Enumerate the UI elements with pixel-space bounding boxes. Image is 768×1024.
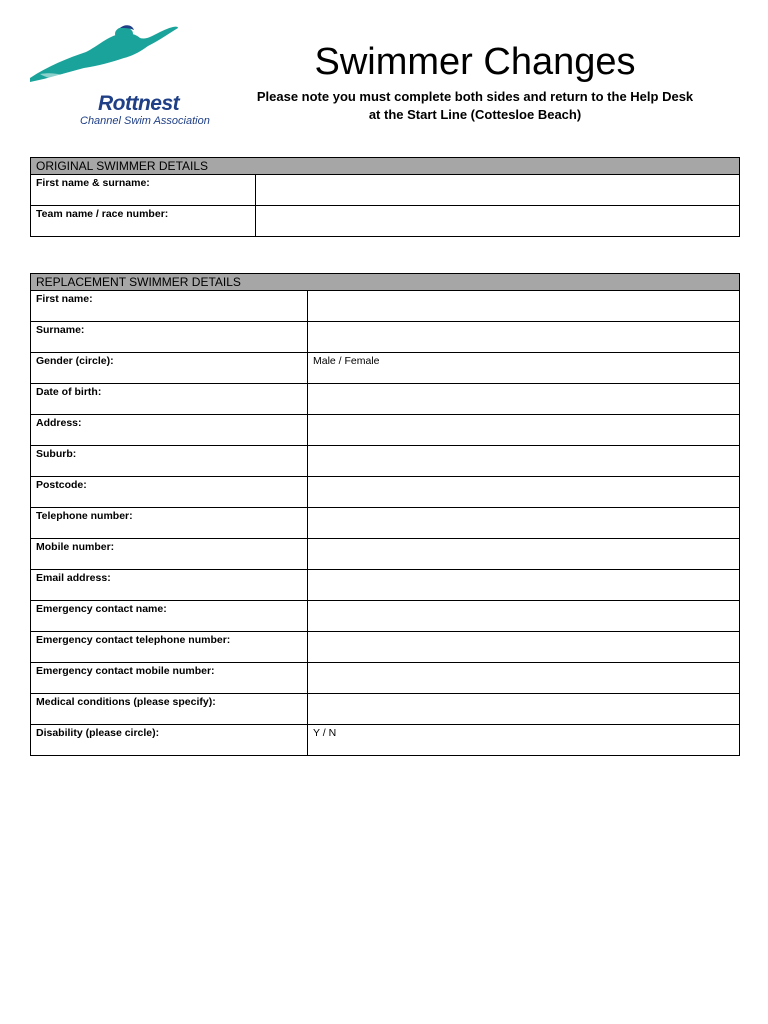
field-value[interactable]	[308, 601, 740, 632]
swimmer-logo-icon	[28, 22, 210, 92]
field-label: Mobile number:	[31, 539, 308, 570]
table-row	[31, 570, 740, 601]
field-value[interactable]	[308, 291, 740, 322]
field-label: Emergency contact telephone number:	[31, 632, 308, 663]
field-value[interactable]	[256, 175, 740, 206]
table-row	[31, 725, 740, 756]
field-value[interactable]	[308, 415, 740, 446]
page-title: Swimmer Changes	[314, 41, 636, 83]
table-row	[31, 663, 740, 694]
field-label: Surname:	[31, 322, 308, 353]
field-value[interactable]	[308, 539, 740, 570]
field-label: First name:	[31, 291, 308, 322]
field-value[interactable]	[308, 446, 740, 477]
instructions-note: Please note you must complete both sides and return to the Help Desk at the Start Line (Cottesloe Beach)	[256, 89, 694, 122]
field-value[interactable]	[308, 322, 740, 353]
table-row	[31, 694, 740, 725]
table-row	[31, 353, 740, 384]
replacement-swimmer-table	[30, 273, 740, 756]
field-label: Address:	[31, 415, 308, 446]
field-value[interactable]	[308, 632, 740, 663]
field-label: Gender (circle):	[31, 353, 308, 384]
field-label: Email address:	[31, 570, 308, 601]
field-label: Telephone number:	[31, 508, 308, 539]
table-row	[31, 632, 740, 663]
field-label: Suburb:	[31, 446, 308, 477]
field-value[interactable]	[308, 477, 740, 508]
table-row	[31, 175, 740, 206]
replacement-section-heading: REPLACEMENT SWIMMER DETAILS	[31, 274, 740, 291]
logo-name: Rottnest	[98, 92, 180, 115]
field-value[interactable]: Y / N	[308, 725, 740, 756]
table-row	[31, 508, 740, 539]
table-row	[31, 206, 740, 237]
table-row	[31, 384, 740, 415]
table-row	[31, 446, 740, 477]
field-value[interactable]	[308, 384, 740, 415]
rottnest-logo	[28, 22, 210, 128]
field-label: Team name / race number:	[31, 206, 256, 237]
field-label: Emergency contact mobile number:	[31, 663, 308, 694]
field-value[interactable]	[308, 570, 740, 601]
logo-subtitle: Channel Swim Association	[80, 115, 210, 127]
field-value[interactable]: Male / Female	[308, 353, 740, 384]
original-section-heading: ORIGINAL SWIMMER DETAILS	[31, 158, 740, 175]
field-value[interactable]	[308, 694, 740, 725]
field-value[interactable]	[256, 206, 740, 237]
field-label: Medical conditions (please specify):	[31, 694, 308, 725]
table-row	[31, 477, 740, 508]
field-value[interactable]	[308, 508, 740, 539]
table-row	[31, 539, 740, 570]
field-value[interactable]	[308, 663, 740, 694]
original-swimmer-table	[30, 157, 740, 237]
field-label: Disability (please circle):	[31, 725, 308, 756]
table-row	[31, 291, 740, 322]
field-label: Date of birth:	[31, 384, 308, 415]
field-label: First name & surname:	[31, 175, 256, 206]
table-row	[31, 601, 740, 632]
field-label: Postcode:	[31, 477, 308, 508]
table-row	[31, 322, 740, 353]
table-row	[31, 415, 740, 446]
field-label: Emergency contact name:	[31, 601, 308, 632]
